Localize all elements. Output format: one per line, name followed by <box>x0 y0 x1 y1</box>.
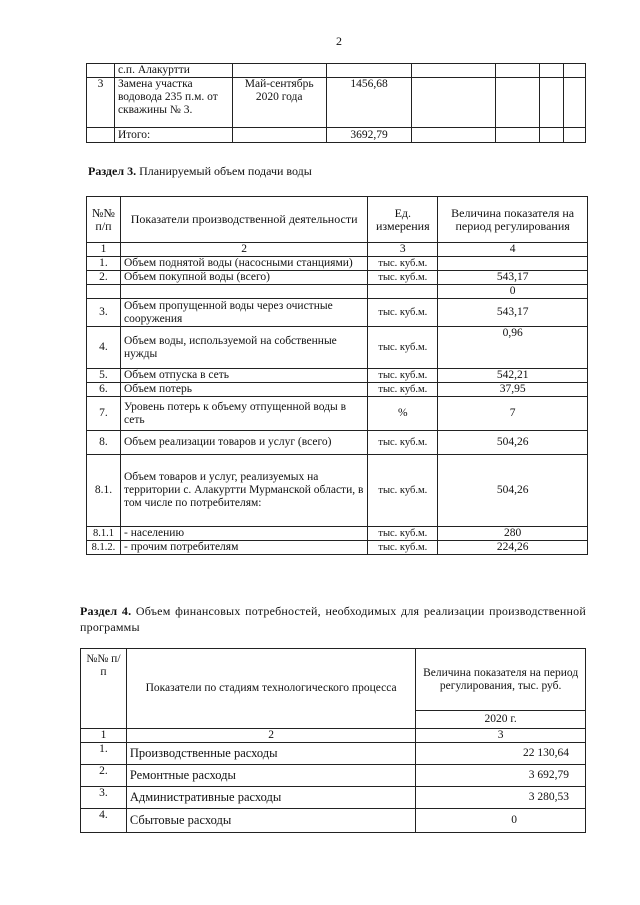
table-header-row <box>81 649 586 711</box>
header-num: №№ п/п <box>81 649 127 729</box>
header-unit: Ед. измерения <box>368 197 438 243</box>
cell-period: Май-сентябрь 2020 года <box>232 78 326 128</box>
table-row: 6. Объем потерь тыс. куб.м. 37,95 <box>87 383 588 397</box>
table-row: 5. Объем отпуска в сеть тыс. куб.м. 542,21 <box>87 369 588 383</box>
header-indicator: Показатели по стадиям технологического процесса <box>126 649 415 729</box>
table-row: 8. Объем реализации товаров и услуг (всего) тыс. куб.м. 504,26 <box>87 431 588 455</box>
table-row <box>87 285 588 299</box>
table-row: 1. Объем поднятой воды (насосными станциями) тыс. куб.м. <box>87 257 588 271</box>
header-value: Величина показателя на период регулирования <box>438 197 588 243</box>
table-row: 7. Уровень потерь к объему отпущенной воды в сеть % 7 <box>87 397 588 431</box>
header-year: 2020 г. <box>416 711 586 729</box>
table-row: 2. Объем покупной воды (всего) тыс. куб.м. 543,17 <box>87 271 588 285</box>
table-row: 4. Объем воды, используемой на собственные нужды тыс. куб.м. 0,96 <box>87 327 588 369</box>
table-row: 8.1.1 - населению тыс. куб.м. 280 <box>87 527 588 541</box>
table-row: 8.1.2. - прочим потребителям тыс. куб.м. 224,26 <box>87 541 588 555</box>
table-header-row <box>87 197 588 243</box>
table-row-total <box>87 128 586 143</box>
table-row: 3. Объем пропущенной воды через очистные сооружения тыс. куб.м. 543,17 <box>87 299 588 327</box>
header-value: Величина показателя на период регулирования, тыс. руб. <box>416 649 586 711</box>
header-indicator: Показатели производственной деятельности <box>120 197 367 243</box>
page-number: 2 <box>336 34 342 48</box>
water-supply-table <box>86 196 588 555</box>
section-4-title: Раздел 4. Объем финансовых потребностей, необходимых для реализации производственной программы <box>80 604 586 634</box>
value-zero: 0 <box>438 285 588 299</box>
cell-project-name: Замена участка водовода 235 п.м. от скважины № 3. <box>114 78 232 128</box>
total-value: 3692,79 <box>326 128 412 143</box>
section-3-title: Раздел 3. Планируемый объем подачи воды <box>88 164 312 178</box>
projects-table <box>86 63 586 143</box>
table-row: 1. Производственные расходы 22 130,64 <box>81 743 586 765</box>
table-row: 3. Административные расходы 3 280,53 <box>81 787 586 809</box>
table-row: 2. Ремонтные расходы 3 692,79 <box>81 765 586 787</box>
cell-locality: с.п. Алакуртти <box>114 64 232 78</box>
financial-needs-table <box>80 648 586 833</box>
index-row: 1 2 3 4 <box>87 243 588 257</box>
table-row: 8.1. Объем товаров и услуг, реализуемых на территории с. Алакуртти Мурманской области, в том числе по потребителям: тыс. куб.м. 504,26 <box>87 455 588 527</box>
table-row: 3 Замена участка водовода 235 п.м. от скважины № 3. Май-сентябрь 2020 года 1456,68 <box>87 78 586 128</box>
index-row: 1 2 3 <box>81 729 586 743</box>
table-row <box>87 64 586 78</box>
table-row: 4. Сбытовые расходы 0 <box>81 809 586 833</box>
total-label: Итого: <box>114 128 232 143</box>
header-num: №№ п/п <box>87 197 121 243</box>
cell-cost: 1456,68 <box>326 78 412 128</box>
